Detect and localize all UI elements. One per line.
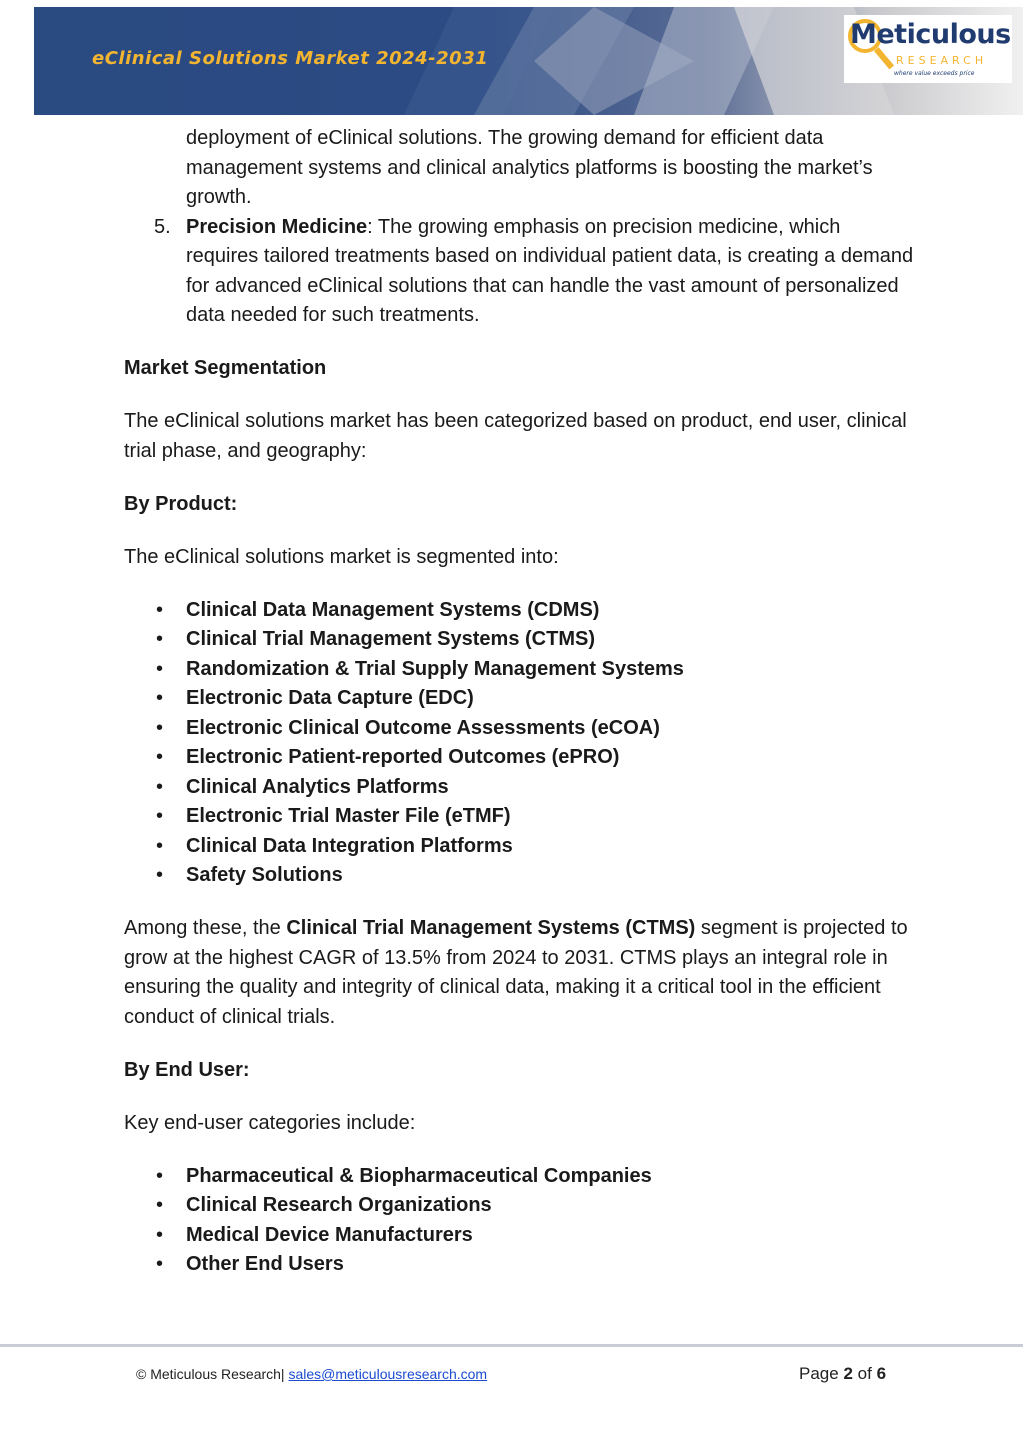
list-item: • Clinical Analytics Platforms (156, 775, 449, 798)
document-title: eClinical Solutions Market 2024-2031 (92, 48, 489, 69)
logo-name: Meticulous (850, 19, 1011, 50)
list-item: • Electronic Data Capture (EDC) (156, 687, 474, 709)
list-item: • Other End Users (156, 1253, 344, 1275)
list-item: • Clinical Data Management Systems (CDMS) (156, 598, 600, 621)
list-item: • Electronic Patient-reported Outcomes (ePRO) (156, 746, 620, 768)
email-link[interactable]: sales@meticulousresearch.com (288, 1366, 488, 1382)
item-text: : The growing emphasis on precision medicine, which requires tailored treatments based on individual patient data, is creating a demand for advanced eClinical solutions that can handle the vast amount of personalized data needed for such treatments. (186, 215, 914, 326)
header-banner (34, 7, 1023, 115)
product-list (124, 596, 914, 891)
list-item: • Medical Device Manufacturers (156, 1223, 473, 1246)
logo-tagline: where value exceeds price (894, 70, 975, 77)
segmentation-intro: The eClinical solutions market has been categorized based on product, end user, clinical trial phase, and geography: (124, 410, 907, 462)
footer-copyright: © Meticulous Research| sales@meticulousresearch.com (136, 1366, 488, 1382)
by-end-user-heading: By End User: (124, 1058, 250, 1081)
company-logo (844, 15, 1012, 83)
list-item: • Safety Solutions (156, 864, 343, 886)
list-item: • Clinical Research Organizations (156, 1194, 492, 1216)
numbered-item-5 (124, 213, 914, 331)
by-product-intro: The eClinical solutions market is segmented into: (124, 545, 559, 568)
segmentation-heading: Market Segmentation (124, 357, 327, 379)
logo-sub: RESEARCH (896, 54, 988, 67)
page-number: Page 2 of 6 (799, 1364, 887, 1383)
list-item: • Electronic Clinical Outcome Assessments (eCOA) (156, 716, 660, 739)
list-item: • Clinical Data Integration Platforms (156, 834, 513, 857)
list-item: • Clinical Trial Management Systems (CTMS) (156, 628, 595, 650)
item-term: Precision Medicine (186, 215, 368, 238)
continuation-paragraph: deployment of eClinical solutions. The growing demand for efficient data management systems and clinical analytics platforms is boosting the market’s growth. (186, 127, 873, 208)
by-end-user-intro: Key end-user categories include: (124, 1111, 416, 1134)
page-body (124, 124, 914, 1280)
footer-divider (0, 1344, 1023, 1347)
list-item: • Electronic Trial Master File (eTMF) (156, 805, 511, 827)
list-item: • Randomization & Trial Supply Management Systems (156, 657, 684, 680)
list-item: • Pharmaceutical & Biopharmaceutical Companies (156, 1164, 652, 1187)
by-product-heading: By Product: (124, 492, 238, 515)
item-number: 5. (154, 215, 171, 238)
ctms-paragraph: Among these, the Clinical Trial Management Systems (CTMS) segment is projected to grow at the highest CAGR of 13.5% from 2024 to 2031. CTMS plays an integral role in ensuring the quality and integrity of clinical data, making it a critical tool in the efficient conduct of clinical trials. (124, 917, 908, 1028)
end-user-list (124, 1162, 914, 1280)
